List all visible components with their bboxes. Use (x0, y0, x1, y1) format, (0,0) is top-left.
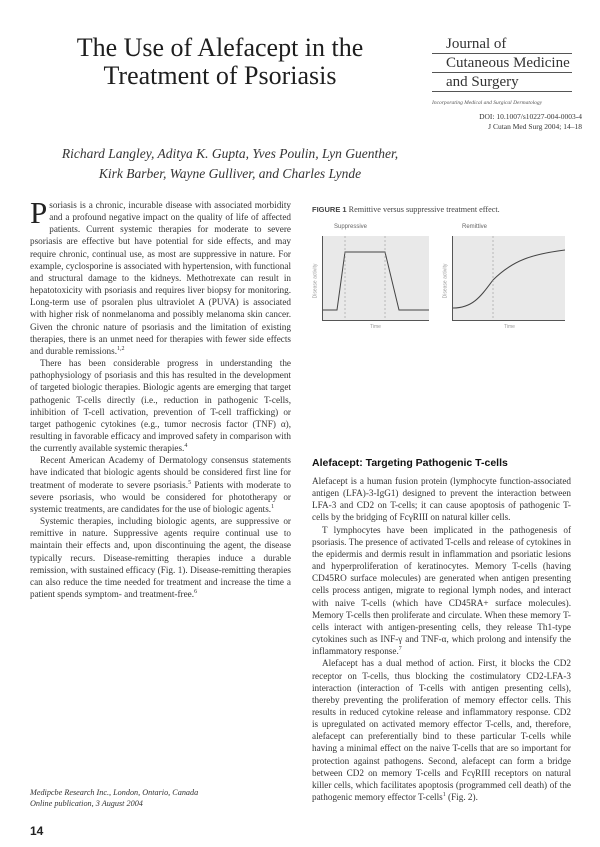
authors-line-1: Richard Langley, Aditya K. Gupta, Yves Poulin, Lyn Guenther, (61, 146, 399, 161)
citation: J Cutan Med Surg 2004; 14–18 (488, 122, 582, 131)
reference: 6 (194, 588, 198, 595)
authors-line-2: Kirk Barber, Wayne Gulliver, and Charles Lynde (98, 166, 362, 181)
author-list (30, 144, 430, 184)
doi-block (432, 112, 582, 132)
reference: 1 (271, 503, 275, 510)
right-column (312, 475, 571, 803)
figure-caption-text: Remittive versus suppressive treatment effect. (348, 205, 500, 214)
y-axis-label: Disease activity (312, 263, 319, 299)
title-line-2: Treatment of Psoriasis (103, 61, 337, 90)
y-axis-label: Disease activity (442, 263, 449, 299)
reference: 4 (184, 443, 188, 450)
doi: DOI: 10.1007/s10227-004-0003-4 (479, 112, 582, 121)
paragraph-progress: There has been considerable progress in understanding the pathophysiology of psoriasis and this has resulted in the development of targeted biologic therapies. Biologic agents are emerging that target pathogenic T-cells directly (i.e., reduction in pathogenic T-cells, inhibition of T-cell activation, prevention of T-cell trafficking) or target pathogenic cytokines (e.g., tumor necrosis factor (TNF) α), resulting in favorable efficacy and improved safety in comparison with the currently available systemic therapies.$^4$ (30, 358, 291, 454)
figure-panel-suppressive (312, 224, 432, 334)
online-publication: Online publication, 3 August 2004 (30, 799, 143, 808)
panel-title: Suppressive (334, 224, 368, 230)
paragraph-t-lymphocytes: T lymphocytes have been implicated in the pathogenesis of psoriasis. The presence of activated T-cells and release of cytokines in the epidermis and dermis result in inflammation and psoriatic lesions and hyperproliferation of keratinocytes. Memory T-cells (having CD45RO surface molecules) are generated when antigen presenting cells process antigen, migrate to regional lymph nodes, and interact with naive T-cells (which have CD45RA+ surface molecules). Memory T-cells then proliferate and circulate. When these memory T-cells interact with antigen-presenting cells, they release Th1-type cytokines such as INF-γ and TNF-α, which prolong and intensify the inflammatory response.$^7$ (312, 524, 571, 657)
paragraph-mechanism: Alefacept has a dual method of action. First, it blocks the CD2 receptor on T-cells, thus blocking the costimulatory CD2-LFA-3 interaction (interaction of T-cells with antigen presenting cells), thereby preventing the proliferation of memory effector cells. This results in reduced cytokine release and inflammatory response. CD2 is upregulated on activated memory effector T-cells, and, therefore, alefacept can preferentially bind to these particular T-cells while having a minimal effect on the naive T-cells that are so important for protection against pathogens. Second, alefacept can form a bridge between CD2 on memory T-cells and FcγRIII receptors on natural killer cells, which facilitates apoptosis (programmed cell death) of the pathogenic memory effector T-cells$^1$ (Fig. 2). (312, 658, 571, 803)
plot-area (452, 236, 565, 321)
reference: 5 (188, 479, 192, 486)
reference: 1 (442, 792, 446, 798)
reference: 1,2 (117, 345, 125, 352)
journal-tagline: Incorporating Medical and Surgical Dermatology (432, 100, 543, 106)
paragraph-systemic: Systemic therapies, including biologic agents, are suppressive or remittive in nature. Suppressive agents require continual use to maintain their effects and, upon discontinuing the agent, the disease typically recurs. Disease-remitting therapies induce a durable remission, with sustained efficacy (Fig. 1). Disease-remitting therapies can also reduce the time needed for treatment and increase the time a patient spends symptom- and treatment-free.$^6$ (30, 516, 291, 599)
remittive-curve (453, 236, 565, 320)
paragraph-consensus: Recent American Academy of Dermatology consensus statements have indicated that biologic agents should be considered first line for treatment of moderate to severe psoriasis.$^5$ Patients with moderate to severe psoriasis, who would be considered for phototherapy or systemic treatments, are candidates for the use of biologic agents.$^1$ (30, 455, 291, 514)
paragraph-intro: Psoriasis is a chronic, incurable disease with associated morbidity and a profound negative impact on the quality of life of affected patients. Current systemic therapies for moderate to severe psoriasis are effective but have potential for side effects, and may require chronic, continual use, as most are suppressive in nature. For example, cyclosporine is associated with hypertension, with functional and structural damage to the kidneys. Methotrexate can result in hepatotoxicity with psoriasis and requires liver biopsy for monitoring. Long-term use of psoralen plus ultraviolet A (PUVA) is associated with higher risk of nonmelanoma and possibly melanoma skin cancer. Given the chronic nature of psoriasis and the limitation of existing therapies, there is an unmet need for therapies with fewer side effects and durable remissions.$^{1,2}$ (30, 195, 291, 356)
panel-title: Remittive (462, 224, 488, 230)
suppressive-curve (323, 236, 429, 320)
article-title (40, 34, 400, 90)
figure-panel-remittive (442, 224, 568, 334)
title-line-1: The Use of Alefacept in the (76, 33, 364, 62)
reference: 7 (398, 646, 402, 653)
paragraph-alefacept: Alefacept is a human fusion protein (lymphocyte function-associated antigen (LFA)-3-IgG1) designed to prevent the interaction between LFA-3 and CD2 on T-cells; it can cause apoptosis of pathogenic T-cells by the bridging of FcγRIII on natural killer cells. (312, 476, 571, 523)
journal-line-3: and Surgery (432, 74, 572, 92)
journal-logo (432, 36, 572, 93)
x-axis-label: Time (504, 324, 515, 330)
page-number: 14 (30, 824, 44, 838)
section-heading: Alefacept: Targeting Pathogenic T-cells (312, 457, 508, 469)
drop-cap: P (30, 195, 48, 230)
x-axis-label: Time (370, 324, 381, 330)
journal-line-1: Journal of (432, 36, 572, 54)
left-column (30, 195, 291, 600)
figure-caption (312, 205, 574, 214)
affiliation: Medipcbe Research Inc., London, Ontario, Canada (30, 788, 199, 797)
journal-line-2: Cutaneous Medicine (432, 55, 572, 73)
figure-label: FIGURE 1 (312, 205, 347, 214)
plot-area (322, 236, 429, 321)
affiliation-block (30, 787, 291, 809)
